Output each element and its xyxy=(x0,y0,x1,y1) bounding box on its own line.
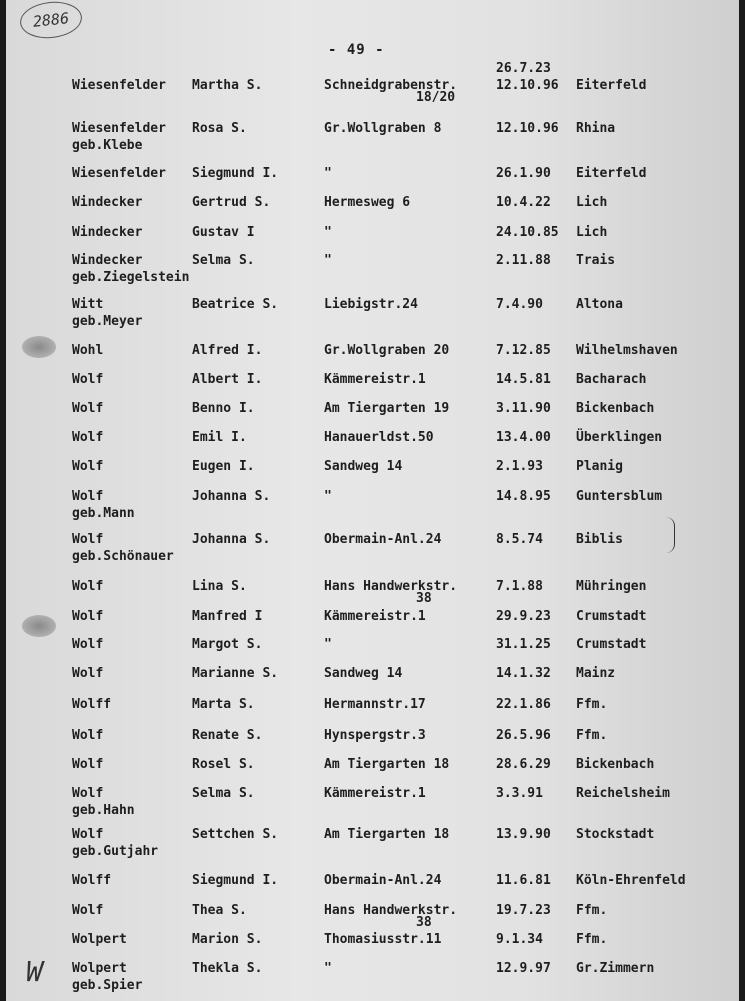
surname: Wolff xyxy=(72,697,112,712)
street-address: " xyxy=(324,253,332,268)
street-address: Schneidgrabenstr. xyxy=(324,78,458,93)
surname: Wolf xyxy=(72,637,104,652)
birth-place: Köln-Ehrenfeld xyxy=(576,873,686,888)
given-name: Marianne S. xyxy=(192,666,279,681)
street-address: Am Tiergarten 19 xyxy=(324,401,450,416)
corner-mark: W xyxy=(26,955,43,988)
given-name: Thea S. xyxy=(192,903,247,918)
surname: Wolff xyxy=(72,873,112,888)
given-name: Marta S. xyxy=(192,697,255,712)
birth-date: 26.5.96 xyxy=(496,728,551,743)
birth-date: 24.10.85 xyxy=(496,225,559,240)
given-name: Thekla S. xyxy=(192,961,263,976)
surname: Wolf xyxy=(72,666,104,681)
birth-place: Bacharach xyxy=(576,372,647,387)
given-name: Siegmund I. xyxy=(192,873,279,888)
page-number: - 49 - xyxy=(328,42,385,58)
street-address: Sandweg 14 xyxy=(324,459,403,474)
birth-place: Stockstadt xyxy=(576,827,655,842)
birth-place: Planig xyxy=(576,459,623,474)
surname: Wolf xyxy=(72,786,104,801)
birth-date: 14.1.32 xyxy=(496,666,551,681)
birth-place: Trais xyxy=(576,253,616,268)
maiden-name: geb.Meyer xyxy=(72,314,143,329)
birth-place: Bickenbach xyxy=(576,757,655,772)
birth-date: 9.1.34 xyxy=(496,932,543,947)
street-address: Hanauerldst.50 xyxy=(324,430,434,445)
birth-date: 29.9.23 xyxy=(496,609,551,624)
surname: Wolf xyxy=(72,459,104,474)
birth-date: 28.6.29 xyxy=(496,757,551,772)
street-address: Obermain-Anl.24 xyxy=(324,532,442,547)
street-address: " xyxy=(324,637,332,652)
archive-stamp: 2886 xyxy=(18,0,83,41)
birth-place: Überklingen xyxy=(576,430,663,445)
surname: Wolf xyxy=(72,728,104,743)
surname: Wolf xyxy=(72,903,104,918)
birth-date: 22.1.86 xyxy=(496,697,551,712)
street-address: Sandweg 14 xyxy=(324,666,403,681)
given-name: Renate S. xyxy=(192,728,263,743)
given-name: Siegmund I. xyxy=(192,166,279,181)
surname: Wolf xyxy=(72,430,104,445)
punch-hole xyxy=(22,336,56,358)
surname: Wiesenfelder xyxy=(72,166,166,181)
surname: Wolf xyxy=(72,532,104,547)
given-name: Marion S. xyxy=(192,932,263,947)
surname: Wiesenfelder xyxy=(72,78,166,93)
street-number-note: 38 xyxy=(416,591,432,606)
street-address: Hermesweg 6 xyxy=(324,195,411,210)
surname: Wolf xyxy=(72,827,104,842)
street-address: Hermannstr.17 xyxy=(324,697,426,712)
maiden-name: geb.Hahn xyxy=(72,803,135,818)
given-name: Gertrud S. xyxy=(192,195,271,210)
street-address: " xyxy=(324,166,332,181)
surname: Wolf xyxy=(72,489,104,504)
given-name: Benno I. xyxy=(192,401,255,416)
surname: Wolf xyxy=(72,401,104,416)
surname: Wohl xyxy=(72,343,104,358)
maiden-name: geb.Gutjahr xyxy=(72,844,159,859)
given-name: Johanna S. xyxy=(192,532,271,547)
birth-date: 14.5.81 xyxy=(496,372,551,387)
birth-date: 12.10.96 xyxy=(496,78,559,93)
birth-date: 19.7.23 xyxy=(496,903,551,918)
street-address: Hynspergstr.3 xyxy=(324,728,426,743)
birth-place: Ffm. xyxy=(576,932,608,947)
surname: Windecker xyxy=(72,195,143,210)
surname: Wiesenfelder xyxy=(72,121,166,136)
given-name: Manfred I xyxy=(192,609,263,624)
given-name: Alfred I. xyxy=(192,343,263,358)
given-name: Selma S. xyxy=(192,253,255,268)
birth-place: Ffm. xyxy=(576,903,608,918)
given-name: Johanna S. xyxy=(192,489,271,504)
birth-place: Mainz xyxy=(576,666,616,681)
birth-place: Altona xyxy=(576,297,623,312)
surname: Wolf xyxy=(72,579,104,594)
given-name: Rosa S. xyxy=(192,121,247,136)
punch-hole xyxy=(22,615,56,637)
birth-date: 7.1.88 xyxy=(496,579,543,594)
given-name: Margot S. xyxy=(192,637,263,652)
given-name: Selma S. xyxy=(192,786,255,801)
street-address: Am Tiergarten 18 xyxy=(324,827,450,842)
birth-place: Bickenbach xyxy=(576,401,655,416)
birth-date: 13.4.00 xyxy=(496,430,551,445)
birth-place: Biblis xyxy=(576,532,623,547)
birth-place: Wilhelmshaven xyxy=(576,343,678,358)
birth-place: Gr.Zimmern xyxy=(576,961,655,976)
birth-place: Crumstadt xyxy=(576,637,647,652)
street-address: Liebigstr.24 xyxy=(324,297,418,312)
birth-date: 12.10.96 xyxy=(496,121,559,136)
street-address: Obermain-Anl.24 xyxy=(324,873,442,888)
street-address: Kämmereistr.1 xyxy=(324,372,426,387)
birth-place: Rhina xyxy=(576,121,616,136)
birth-date: 12.9.97 xyxy=(496,961,551,976)
surname: Windecker xyxy=(72,225,143,240)
birth-date: 13.9.90 xyxy=(496,827,551,842)
given-name: Beatrice S. xyxy=(192,297,279,312)
given-name: Martha S. xyxy=(192,78,263,93)
birth-date: 7.12.85 xyxy=(496,343,551,358)
street-address: Hans Handwerkstr. xyxy=(324,579,458,594)
handwritten-bracket xyxy=(666,517,675,553)
street-address: Am Tiergarten 18 xyxy=(324,757,450,772)
birth-place: Guntersblum xyxy=(576,489,663,504)
street-address: " xyxy=(324,225,332,240)
surname: Windecker xyxy=(72,253,143,268)
street-address: Gr.Wollgraben 20 xyxy=(324,343,450,358)
surname: Wolpert xyxy=(72,932,127,947)
birth-date: 2.1.93 xyxy=(496,459,543,474)
surname: Wolf xyxy=(72,372,104,387)
maiden-name: geb.Schönauer xyxy=(72,549,174,564)
street-address: Kämmereistr.1 xyxy=(324,786,426,801)
birth-date: 31.1.25 xyxy=(496,637,551,652)
birth-place: Ffm. xyxy=(576,697,608,712)
birth-date: 7.4.90 xyxy=(496,297,543,312)
given-name: Albert I. xyxy=(192,372,263,387)
birth-date: 11.6.81 xyxy=(496,873,551,888)
birth-date: 3.11.90 xyxy=(496,401,551,416)
given-name: Gustav I xyxy=(192,225,255,240)
birth-date: 3.3.91 xyxy=(496,786,543,801)
date-note: 26.7.23 xyxy=(496,61,551,76)
birth-date: 2.11.88 xyxy=(496,253,551,268)
birth-place: Ffm. xyxy=(576,728,608,743)
surname: Wolpert xyxy=(72,961,127,976)
birth-date: 8.5.74 xyxy=(496,532,543,547)
given-name: Eugen I. xyxy=(192,459,255,474)
street-address: " xyxy=(324,489,332,504)
maiden-name: geb.Klebe xyxy=(72,138,143,153)
given-name: Emil I. xyxy=(192,430,247,445)
birth-date: 14.8.95 xyxy=(496,489,551,504)
birth-place: Lich xyxy=(576,195,608,210)
birth-place: Reichelsheim xyxy=(576,786,670,801)
birth-place: Lich xyxy=(576,225,608,240)
street-address: Thomasiusstr.11 xyxy=(324,932,442,947)
street-number-note: 38 xyxy=(416,915,432,930)
street-number-note: 18/20 xyxy=(416,90,456,105)
street-address: Hans Handwerkstr. xyxy=(324,903,458,918)
given-name: Lina S. xyxy=(192,579,247,594)
street-address: Kämmereistr.1 xyxy=(324,609,426,624)
document-page xyxy=(6,0,739,1001)
surname: Wolf xyxy=(72,609,104,624)
maiden-name: geb.Spier xyxy=(72,978,143,993)
birth-date: 26.1.90 xyxy=(496,166,551,181)
birth-place: Eiterfeld xyxy=(576,166,647,181)
maiden-name: geb.Ziegelstein xyxy=(72,270,190,285)
birth-place: Crumstadt xyxy=(576,609,647,624)
street-address: " xyxy=(324,961,332,976)
given-name: Settchen S. xyxy=(192,827,279,842)
given-name: Rosel S. xyxy=(192,757,255,772)
maiden-name: geb.Mann xyxy=(72,506,135,521)
birth-date: 10.4.22 xyxy=(496,195,551,210)
surname: Wolf xyxy=(72,757,104,772)
birth-place: Mühringen xyxy=(576,579,647,594)
birth-place: Eiterfeld xyxy=(576,78,647,93)
surname: Witt xyxy=(72,297,104,312)
street-address: Gr.Wollgraben 8 xyxy=(324,121,442,136)
